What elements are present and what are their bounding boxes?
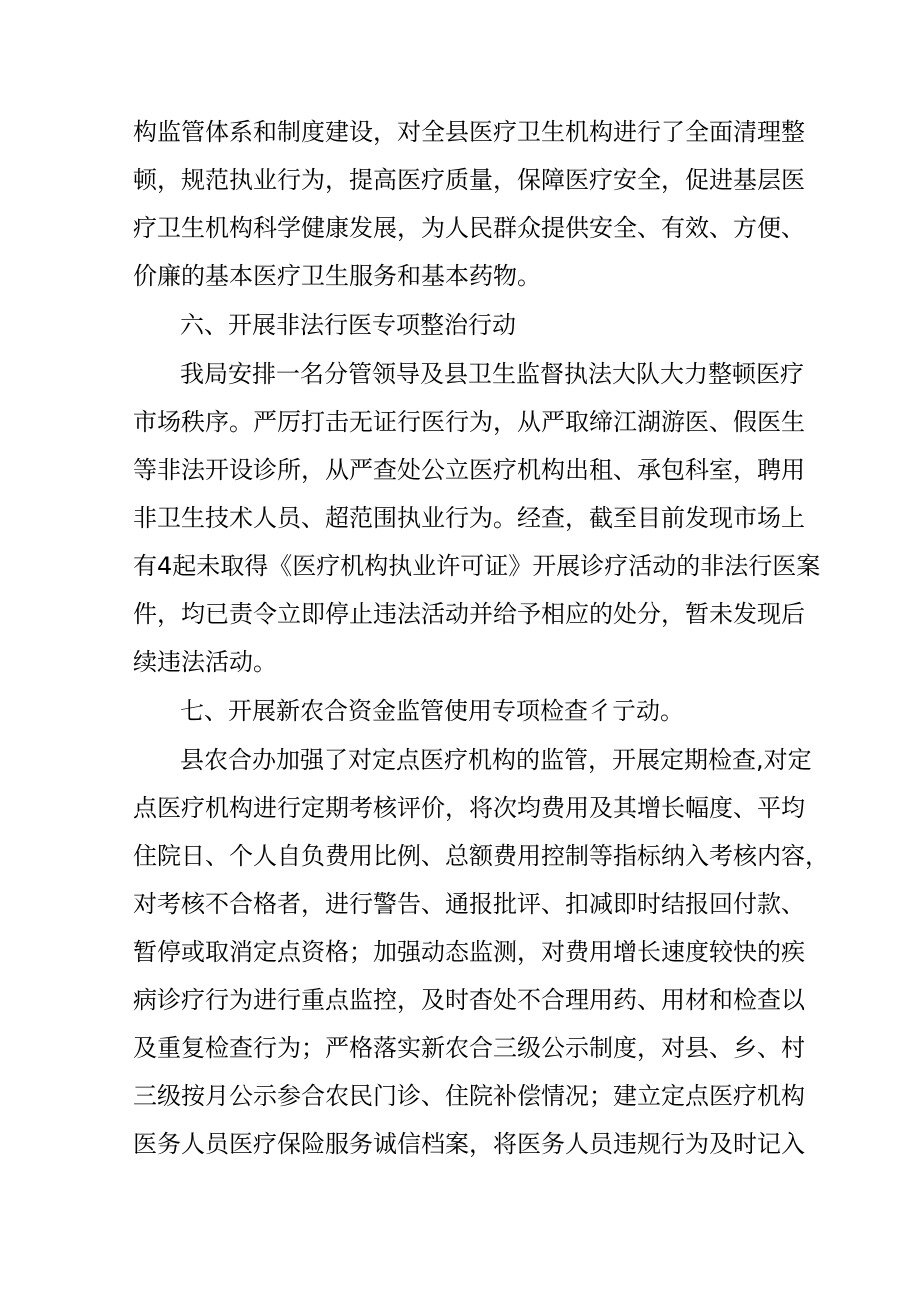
text-line: 市场秩序。严厉打击无证行医行为，从严取缔江湖游医、假医生 <box>133 408 805 436</box>
text-line: 住院日、个人自负费用比例、总额费用控制等指标纳入考核内容， <box>133 842 829 870</box>
section-heading-7: 七、开展新农合资金监管使用专项检查彳亍动。 <box>180 697 684 725</box>
text-line: 及重复检查行为；严格落实新农合三级公示制度，对县、乡、村 <box>133 1034 805 1062</box>
text-line: 对考核不合格者，进行警告、通报批评、扣减即时结报回付款、 <box>133 890 805 918</box>
text-line: 非卫生技术人员、超范围执业行为。经查，截至目前发现市场上 <box>133 504 805 532</box>
text-line: 县农合办加强了对定点医疗机构的监管，开展定期检查,对定 <box>180 746 812 774</box>
section-heading-6: 六、开展非法行医专项整治行动 <box>180 311 516 339</box>
text-line: 医务人员医疗保险服务诚信档案，将医务人员违规行为及时记入 <box>133 1130 805 1158</box>
text-line: 续违法活动。 <box>133 648 277 676</box>
text-line: 病诊疗行为进行重点监控，及时杳处不合理用药、用材和检查以 <box>133 986 805 1014</box>
text-line: 构监管体系和制度建设，对全县医疗卫生机构进行了全面清理整 <box>133 118 805 146</box>
text-line: 暂停或取消定点资格；加强动态监测，对费用增长速度较快的疾 <box>133 938 805 966</box>
text-line: 疗卫生机构科学健康发展，为人民群众提供安全、有效、方便、 <box>133 214 805 242</box>
text-line: 我局安排一名分管领导及县卫生监督执法大队大力整顿医疗 <box>180 360 804 388</box>
text-line: 有4起未取得《医疗机构执业许可证》开展诊疗活动的非法行医案 <box>133 552 821 580</box>
text-line: 等非法开设诊所，从严查处公立医疗机构出租、承包科室，聘用 <box>133 456 805 484</box>
text-line: 点医疗机构进行定期考核评价，将次均费用及其增长幅度、平均 <box>133 794 805 822</box>
text-line: 三级按月公示参合农民门诊、住院补偿情况；建立定点医疗机构 <box>133 1082 805 1110</box>
text-line: 价廉的基本医疗卫生服务和基本药物。 <box>133 262 541 290</box>
text-line: 顿，规范执业行为，提高医疗质量，保障医疗安全，促进基层医 <box>133 166 805 194</box>
text-line: 件，均已责令立即停止违法活动并给予相应的处分，暂未发现后 <box>133 600 805 628</box>
